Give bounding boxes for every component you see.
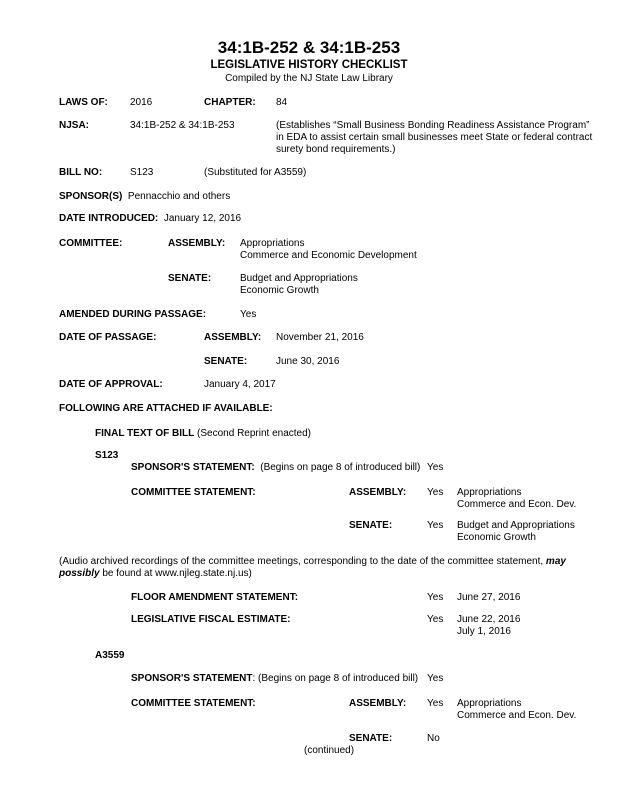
s123-committee-label: COMMITTEE STATEMENT: <box>131 487 256 498</box>
fiscal-estimate-date1: June 22, 2016 <box>457 614 521 625</box>
audio-note-part1: (Audio archived recordings of the committee meetings, corresponding to the date of the committee statement, <box>59 556 546 567</box>
audio-note-emph-possibly: possibly <box>59 568 100 579</box>
compiled-by: Compiled by the NJ State Law Library <box>225 73 393 84</box>
following-attached-label: FOLLOWING ARE ATTACHED IF AVAILABLE: <box>59 403 273 414</box>
date-of-approval-label: DATE OF APPROVAL: <box>59 379 163 390</box>
fiscal-estimate-label: LEGISLATIVE FISCAL ESTIMATE: <box>131 614 291 625</box>
final-text-label: FINAL TEXT OF BILL <box>95 428 195 439</box>
passage-assembly-label: ASSEMBLY: <box>204 332 262 343</box>
date-introduced-line <box>59 213 241 224</box>
s123-sponsor-note: (Begins on page 8 of introduced bill) <box>260 462 421 473</box>
njsa-label: NJSA: <box>59 120 90 131</box>
committee-senate-line2: Economic Growth <box>240 285 319 296</box>
chapter-label: CHAPTER: <box>204 97 256 108</box>
laws-of-label: LAWS OF: <box>59 97 108 108</box>
committee-assembly-label: ASSEMBLY: <box>168 238 226 249</box>
passage-senate-value: June 30, 2016 <box>276 356 340 367</box>
floor-amendment-value: Yes <box>427 592 444 603</box>
page-title: 34:1B-252 & 34:1B-253 <box>217 38 401 57</box>
page-subtitle: LEGISLATIVE HISTORY CHECKLIST <box>210 59 408 71</box>
fiscal-estimate-date2: July 1, 2016 <box>457 626 511 637</box>
laws-of-value: 2016 <box>130 97 153 108</box>
sponsors-line <box>59 191 230 202</box>
amended-value: Yes <box>240 309 257 320</box>
final-text-line <box>95 428 311 439</box>
njsa-description-line1: (Establishes “Small Business Bonding Readiness Assistance Program” <box>276 120 590 131</box>
audio-archive-note <box>59 556 574 580</box>
s123-senate-line1: Budget and Appropriations <box>457 520 575 531</box>
date-of-approval-value: January 4, 2017 <box>204 379 276 390</box>
s123-sponsor-value: Yes <box>427 462 444 473</box>
bill-no-note: (Substituted for A3559) <box>204 167 307 178</box>
s123-senate-line2: Economic Growth <box>457 532 536 543</box>
bill-no-value: S123 <box>130 167 154 178</box>
a3559-sponsor-label: SPONSOR'S STATEMENT <box>131 673 253 684</box>
amended-label: AMENDED DURING PASSAGE: <box>59 309 207 320</box>
committee-senate-label: SENATE: <box>168 273 212 284</box>
date-introduced-label: DATE INTRODUCED: <box>59 213 159 224</box>
a3559-assembly-value: Yes <box>427 698 444 709</box>
committee-label: COMMITTEE: <box>59 238 123 249</box>
date-of-passage-label: DATE OF PASSAGE: <box>59 332 157 343</box>
continued-note: (continued) <box>304 745 355 756</box>
audio-note-emph-may: may <box>545 556 566 567</box>
a3559-sponsor-line <box>131 673 418 684</box>
a3559-committee-label: COMMITTEE STATEMENT: <box>131 698 256 709</box>
s123-senate-label: SENATE: <box>349 520 393 531</box>
a3559-assembly-line1: Appropriations <box>457 698 522 709</box>
a3559-senate-value: No <box>427 733 440 744</box>
s123-assembly-line2: Commerce and Econ. Dev. <box>457 499 577 510</box>
chapter-value: 84 <box>276 97 288 108</box>
committee-assembly-line2: Commerce and Economic Development <box>240 250 417 261</box>
floor-amendment-date: June 27, 2016 <box>457 592 521 603</box>
njsa-description-line3: surety bond requirements.) <box>276 144 396 155</box>
njsa-description-line2: in EDA to assist certain small businesses meet State or federal contract <box>276 132 593 143</box>
committee-senate-line1: Budget and Appropriations <box>240 273 358 284</box>
floor-amendment-label: FLOOR AMENDMENT STATEMENT: <box>131 592 299 603</box>
s123-assembly-value: Yes <box>427 487 444 498</box>
sponsors-label: SPONSOR(S) <box>59 191 123 202</box>
s123-assembly-line1: Appropriations <box>457 487 522 498</box>
passage-assembly-value: November 21, 2016 <box>276 332 364 343</box>
a3559-assembly-label: ASSEMBLY: <box>349 698 407 709</box>
passage-senate-label: SENATE: <box>204 356 248 367</box>
s123-sponsor-line <box>131 462 420 473</box>
fiscal-estimate-value: Yes <box>427 614 444 625</box>
audio-note-part2: be found at www.njleg.state.nj.us) <box>99 568 252 579</box>
s123-sponsor-label: SPONSOR'S STATEMENT: <box>131 462 255 473</box>
a3559-sponsor-value: Yes <box>427 673 444 684</box>
s123-senate-value: Yes <box>427 520 444 531</box>
a3559-sponsor-note: : (Begins on page 8 of introduced bill) <box>252 673 419 684</box>
bill-no-label: BILL NO: <box>59 167 103 178</box>
s123-assembly-label: ASSEMBLY: <box>349 487 407 498</box>
sponsors-value: Pennacchio and others <box>127 191 231 202</box>
a3559-senate-label: SENATE: <box>349 733 393 744</box>
a3559-label: A3559 <box>95 650 125 661</box>
s123-label: S123 <box>95 450 119 461</box>
a3559-assembly-line2: Commerce and Econ. Dev. <box>457 710 577 721</box>
committee-assembly-line1: Appropriations <box>240 238 305 249</box>
date-introduced-value: January 12, 2016 <box>163 213 242 224</box>
njsa-value: 34:1B-252 & 34:1B-253 <box>130 120 235 131</box>
final-text-note: (Second Reprint enacted) <box>197 428 312 439</box>
